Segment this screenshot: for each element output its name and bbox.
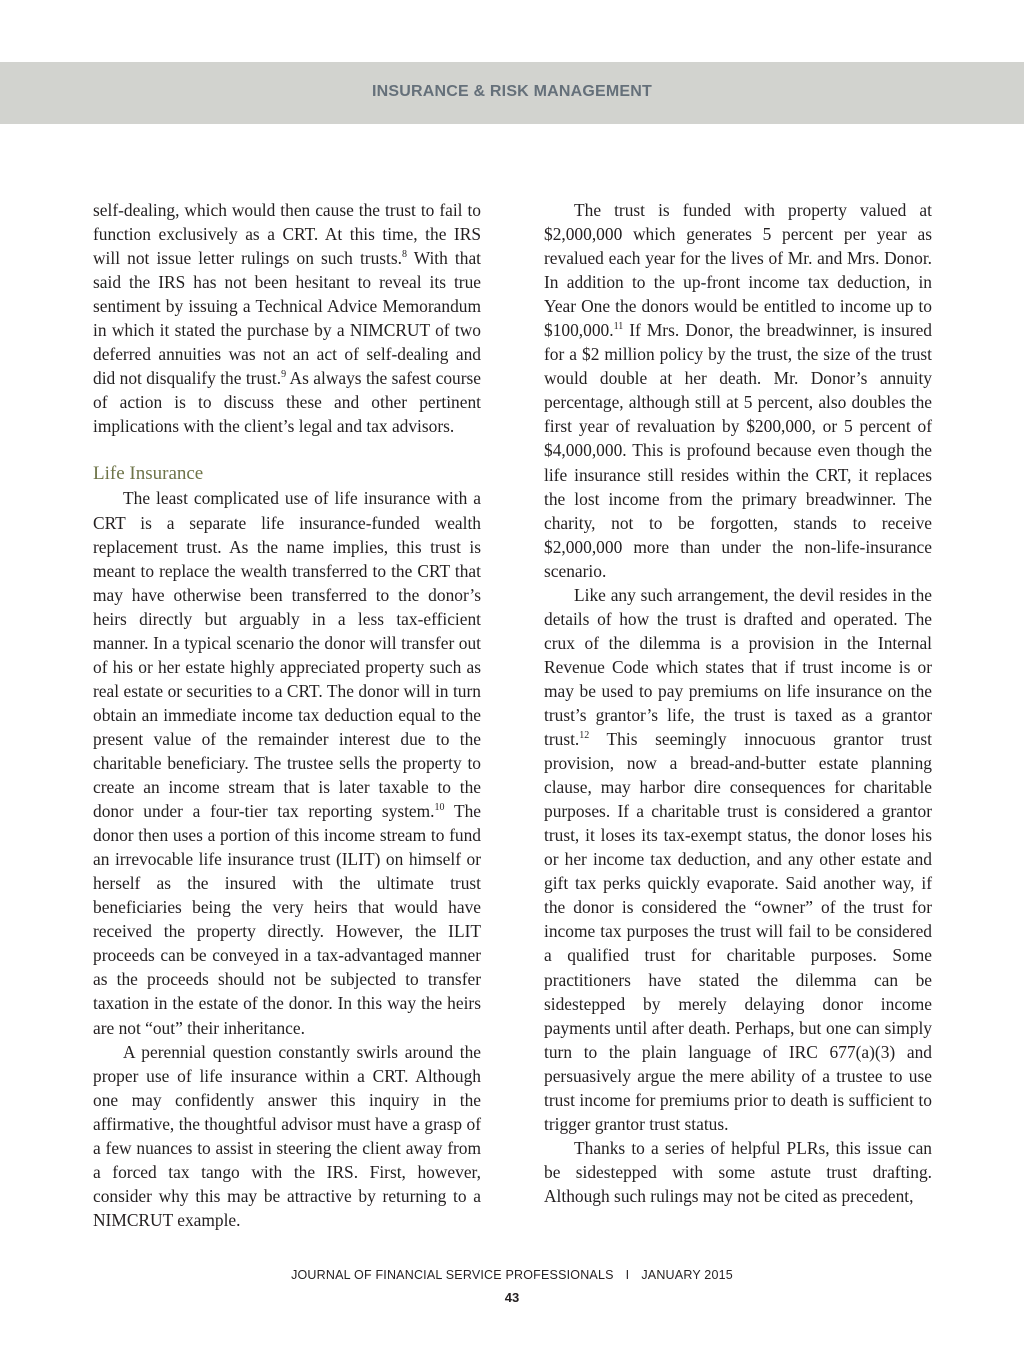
- paragraph-text: Like any such arrangement, the devil resides in the details of how the trust is drafted and operated. The crux of the dilemma is a provision in the Internal Revenue Code which states that if trust income is or may be used to pay premiums on life insurance on the trust’s grantor’s life, the trust is taxed as a grantor trust.: [544, 584, 932, 750]
- footer-separator: I: [625, 1268, 630, 1282]
- footnote-ref: 10: [434, 802, 445, 814]
- section-title: INSURANCE & RISK MANAGEMENT: [371, 83, 653, 100]
- section-heading: Life Insurance: [93, 463, 204, 485]
- body-paragraph: [544, 198, 932, 583]
- paragraph-text: self-dealing, which would then cause the trust to fail to function exclusively as a CRT. At this time, the IRS will not issue letter rulings on such trusts.: [93, 200, 481, 269]
- left-column: [93, 198, 481, 1232]
- issue-date: JANUARY 2015: [641, 1268, 733, 1282]
- paragraph-text: The donor then uses a portion of this income stream to fund an irrevocable life insurance trust (ILIT) on himself or herself as the insured with the ultimate trust beneficiaries being the very heirs that would have received the property directly. However, the ILIT proceeds can be conveyed in a tax-advantaged manner as the proceeds should not be subjected to transfer taxation in the estate of the donor. In this way the heirs are not “out” their inheritance.: [93, 801, 481, 1038]
- paragraph-text: As always the safest course of action is to discuss these and other pertinent implications with the client’s legal and tax advisors.: [93, 368, 481, 437]
- footnote-ref: 11: [613, 321, 624, 333]
- right-column: [544, 198, 932, 1208]
- body-paragraph: Thanks to a series of helpful PLRs, this issue can be sidestepped with some astute trust drafting. Although such rulings may not be cited as precedent,: [544, 1137, 932, 1206]
- paragraph-text: With that said the IRS has not been hesitant to reveal its true sentiment by issuing a Technical Advice Memorandum in which it stated the purchase by a NIMCRUT of two deferred annuities was not an act of self-dealing and did not disqualify the trust.: [93, 248, 481, 389]
- footnote-ref: 8: [401, 249, 407, 261]
- body-paragraph: A perennial question constantly swirls around the proper use of life insurance within a CRT. Although one may confidently answer this inquiry in the affirmative, the thoughtful advisor must have a grasp of a few nuances to assist in steering the client away from a forced tax tango with the IRS. First, however, consider why this may be attractive by returning to a NIMCRUT example.: [93, 1041, 481, 1230]
- paragraph-text: This seemingly innocuous grantor trust provision, now a bread-and-butter estate planning clause, may harbor dire consequences for charitable purposes. If a charitable trust is considered a grantor trust, it loses its tax-exempt status, the donor loses his or her income tax deduction, and any other estate and gift tax perks quickly evaporate. Said another way, if the donor is considered the “owner” of the trust for income tax purposes the trust will fail to be considered a qualified trust for charitable purposes. Some practitioners have stated the dilemma can be sidestepped by merely delaying donor income payments until after death. Perhaps, but one can simply turn to the plain language of IRC 677(a)(3) and persuasively argue the mere ability of a trustee to use trust income for premiums prior to death is sufficient to trigger grantor trust status.: [544, 729, 932, 1134]
- body-paragraph: [544, 583, 932, 1136]
- paragraph-text: If Mrs. Donor, the breadwinner, is insured for a $2 million policy by the trust, the size of the trust would double at her death. Mr. Donor’s annuity percentage, although still at 5 percent, also doubles the first year of revaluation by $200,000, or 5 percent of $4,000,000. This is profound because even though the life insurance still resides within the CRT, it replaces the lost income from the primary breadwinner. The charity, not to be forgotten, stands to receive $2,000,000 more than under the non-life-insurance scenario.: [544, 320, 932, 581]
- body-paragraph: [93, 198, 481, 438]
- journal-name: JOURNAL OF FINANCIAL SERVICE PROFESSIONALS: [291, 1268, 614, 1282]
- footnote-ref: 12: [579, 730, 590, 742]
- paragraph-text: The trust is funded with property valued at $2,000,000 which generates 5 percent per year as revalued each year for the lives of Mr. and Mrs. Donor. In addition to the up-front income tax deduction, in Year One the donors would be entitled to income up to $100,000.: [544, 200, 932, 341]
- body-paragraph: [93, 486, 481, 1039]
- footnote-ref: 9: [281, 369, 287, 381]
- page-number: 43: [504, 1290, 520, 1305]
- paragraph-text: The least complicated use of life insurance with a CRT is a separate life insurance-funded wealth replacement trust. As the name implies, this trust is meant to replace the wealth transferred to the CRT that may have otherwise been transferred to the donor’s heirs directly but arguably in a less tax-efficient manner. In a typical scenario the donor will transfer out of his or her estate highly appreciated property such as real estate or securities to a CRT. The donor will in turn obtain an immediate income tax deduction equal to the present value of the remainder interest due to the charitable beneficiary. The trustee sells the property to create an income stream that is later taxable to the donor under a four-tier tax reporting system.: [93, 488, 481, 822]
- journal-footer: [0, 1268, 1024, 1282]
